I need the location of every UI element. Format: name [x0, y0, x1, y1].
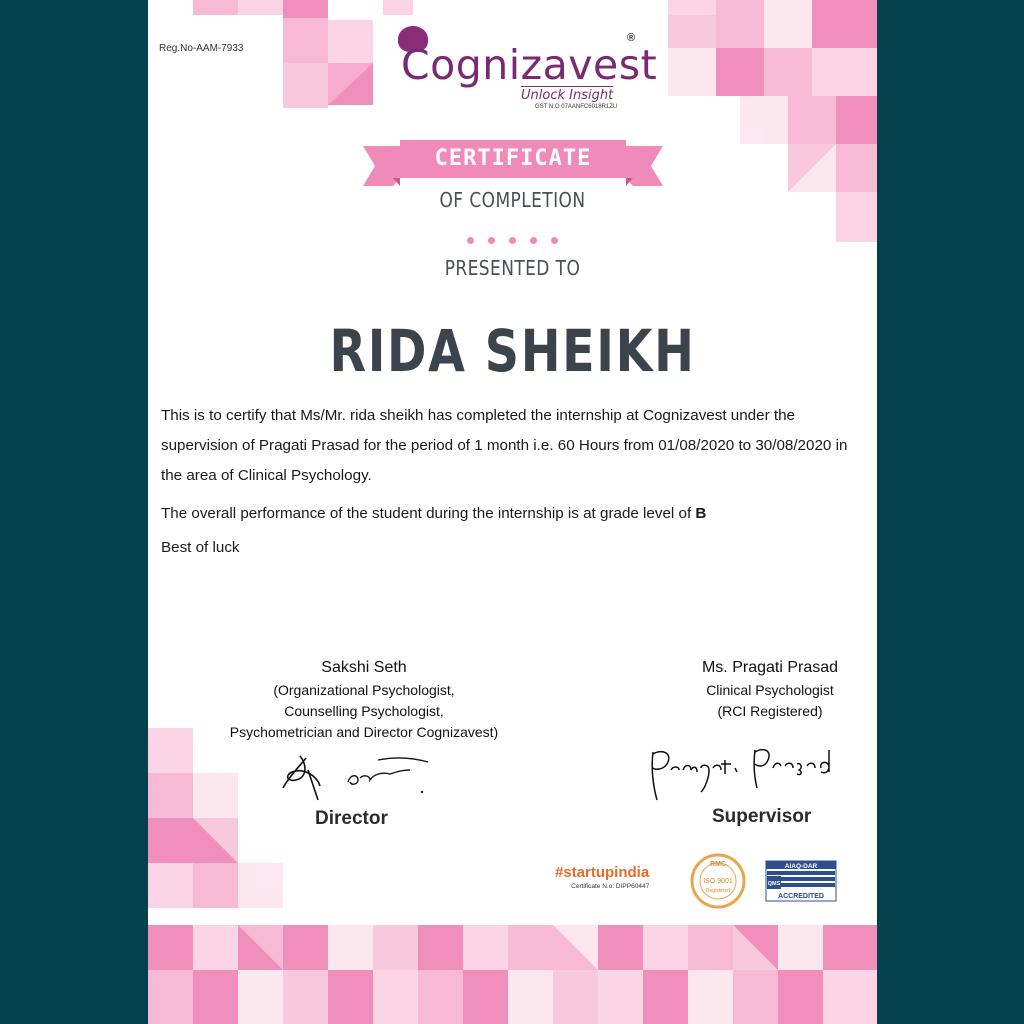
signatory-name: Ms. Pragati Prasad: [701, 659, 839, 676]
logo-wordmark: Cognizavest: [401, 41, 658, 89]
certificate-body: [161, 401, 861, 563]
certification-paragraph: This is to certify that Ms/Mr. rida sheikh has completed the internship at Cognizavest under the supervision of Pragati Prasad for the period of 1 month i.e. 60 Hours from 01/08/2020 to 30/08/2020 in the area of Clinical Psychology.: [161, 407, 848, 484]
iso-seal-top: RMC: [710, 861, 726, 868]
certificate-subtitle: OF COMPLETION: [439, 188, 586, 212]
logo-tagline: Unlock Insight: [521, 88, 614, 103]
registered-mark: ®: [627, 32, 636, 44]
signatory-left: [208, 656, 520, 743]
signatory-desc-2: (RCI Registered): [717, 703, 823, 719]
accreditation-bottom: ACCREDITED: [778, 893, 824, 900]
iso-seal-mid: ISO 9001: [703, 878, 733, 885]
closing-text: Best of luck: [161, 539, 240, 556]
gst-number: GST N.O 07AANFC6018R1ZU: [535, 104, 618, 110]
signatory-desc-2: Counselling Psychologist,: [284, 703, 444, 719]
accreditation-top: AIAQ-DAR: [784, 863, 818, 870]
director-label: Director: [315, 808, 388, 829]
registration-number: Reg.No-AAM-7933: [159, 43, 244, 54]
presented-to-label: PRESENTED TO: [444, 256, 581, 280]
grade-paragraph: [161, 499, 861, 529]
iso-seal: [688, 853, 748, 909]
certificate-title: CERTIFICATE: [400, 140, 626, 178]
certificate-page: [148, 0, 877, 1024]
signatory-name: Sakshi Seth: [321, 659, 407, 676]
supervisor-signature: [643, 740, 863, 810]
startup-certificate-number: Certificate N.o: DIPP60447: [571, 883, 650, 890]
signatory-desc-1: Clinical Psychologist: [706, 682, 834, 698]
grade-value: B: [695, 505, 707, 522]
signatory-desc-1: (Organizational Psychologist,: [273, 682, 455, 698]
grade-text: The overall performance of the student during the internship is at grade level of: [161, 505, 696, 522]
dot-divider: [148, 231, 877, 249]
startup-india-badge: [555, 864, 649, 890]
signatory-right: [658, 656, 877, 722]
accreditation-qms: QMS: [767, 881, 781, 887]
company-logo: [393, 22, 658, 114]
startup-india-logo-text: #startupindia: [555, 864, 650, 881]
certificate-ribbon: [363, 140, 663, 186]
accreditation-badge: [765, 860, 839, 904]
recipient-name: RIDA SHEIKH: [329, 317, 696, 385]
iso-seal-bottom: Registered: [705, 888, 731, 894]
supervisor-label: Supervisor: [712, 806, 812, 827]
director-signature: [278, 748, 438, 808]
signatory-desc-3: Psychometrician and Director Cognizavest): [229, 724, 499, 740]
